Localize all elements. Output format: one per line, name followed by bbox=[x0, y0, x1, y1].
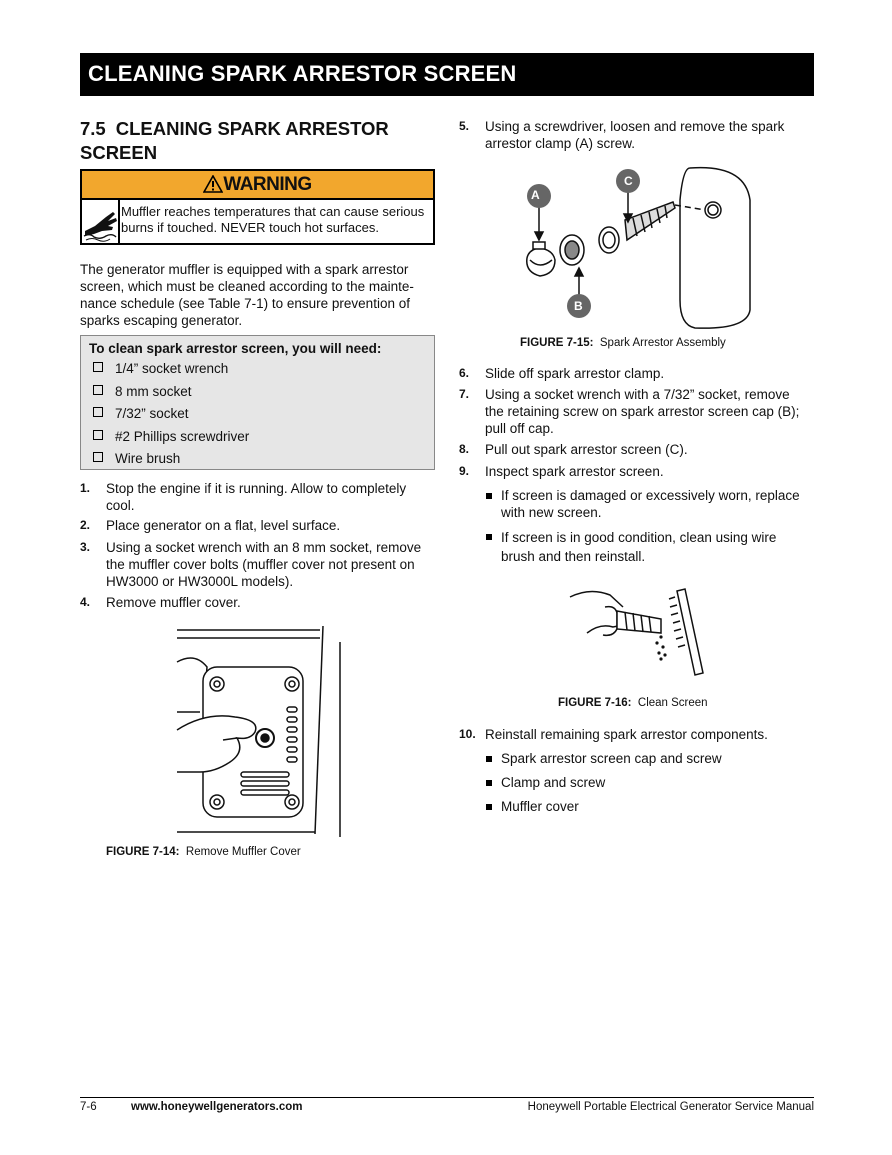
tool-item-label: 1/4” socket wrench bbox=[115, 361, 229, 376]
tool-item bbox=[93, 406, 189, 421]
tools-needed-box bbox=[80, 335, 435, 470]
hot-surface-hand-icon bbox=[82, 200, 120, 243]
tools-needed-title: To clean spark arrestor screen, you will need: bbox=[89, 341, 382, 356]
step-number: 2. bbox=[80, 518, 91, 532]
tool-item-label: Wire brush bbox=[115, 451, 181, 466]
step-number: 10. bbox=[459, 727, 476, 741]
step-text: Stop the engine if it is running. Allow to completely bbox=[106, 481, 407, 496]
intro-line: nance schedule (see Table 7-1) to ensure prevention of bbox=[80, 296, 410, 311]
section-title-line1: CLEANING SPARK ARRESTOR bbox=[115, 118, 389, 139]
step-number: 6. bbox=[459, 366, 470, 380]
intro-paragraph bbox=[80, 261, 435, 329]
step-7 bbox=[459, 386, 819, 437]
step-text: arrestor clamp (A) screw. bbox=[485, 136, 636, 151]
footer-manual-title: Honeywell Portable Electrical Generator Service Manual bbox=[527, 1101, 814, 1113]
figure-7-15-caption bbox=[520, 337, 726, 349]
section-number: 7.5 bbox=[80, 118, 106, 139]
spark-arrestor-assembly-illustration bbox=[515, 160, 755, 330]
step-1 bbox=[80, 480, 435, 514]
bullet-square-icon bbox=[486, 780, 492, 786]
step-text: Place generator on a flat, level surface. bbox=[106, 518, 341, 533]
step-text: Pull out spark arrestor screen (C). bbox=[485, 442, 688, 457]
bullet-text: with new screen. bbox=[501, 505, 602, 520]
footer-page-number: 7-6 bbox=[80, 1101, 97, 1113]
checkbox-icon bbox=[93, 407, 103, 417]
page-header-title: CLEANING SPARK ARRESTOR SCREEN bbox=[88, 61, 517, 86]
step-text: Remove muffler cover. bbox=[106, 595, 241, 610]
clean-screen-illustration bbox=[565, 585, 710, 680]
warning-box bbox=[80, 169, 435, 245]
step-text: Slide off spark arrestor clamp. bbox=[485, 366, 665, 381]
step-text: cool. bbox=[106, 498, 135, 513]
step-9 bbox=[459, 463, 819, 480]
muffler-cover-illustration bbox=[175, 622, 345, 842]
bullet-text: If screen is damaged or excessively worn, replace bbox=[501, 488, 800, 503]
bullet-text: Muffler cover bbox=[501, 799, 579, 814]
step-number: 8. bbox=[459, 442, 470, 456]
footer-website-link[interactable]: www.honeywellgenerators.com bbox=[131, 1101, 303, 1113]
checkbox-icon bbox=[93, 385, 103, 395]
figure-label: FIGURE 7-15: bbox=[520, 337, 594, 349]
figure-label: FIGURE 7-14: bbox=[106, 846, 180, 858]
checkbox-icon bbox=[93, 452, 103, 462]
figure-7-14-caption bbox=[106, 846, 301, 858]
warning-text-line2: burns if touched. NEVER touch hot surfaces. bbox=[121, 220, 379, 235]
step-10 bbox=[459, 726, 819, 743]
step-number: 4. bbox=[80, 595, 91, 609]
bullet-square-icon bbox=[486, 493, 492, 499]
intro-line: The generator muffler is equipped with a spark arrestor bbox=[80, 262, 409, 277]
tool-item-label: 8 mm socket bbox=[115, 384, 192, 399]
figure-caption-text: Remove Muffler Cover bbox=[185, 846, 301, 858]
step-text: Reinstall remaining spark arrestor components. bbox=[485, 727, 768, 742]
callout-a: A bbox=[531, 188, 540, 202]
step-6 bbox=[459, 365, 819, 382]
bullet-text: Spark arrestor screen cap and screw bbox=[501, 751, 722, 766]
page-header-bar bbox=[80, 53, 814, 96]
step-text: pull off cap. bbox=[485, 421, 554, 436]
figure-caption-text: Clean Screen bbox=[637, 697, 708, 709]
bullet-item bbox=[486, 750, 816, 767]
step-text: Using a socket wrench with an 8 mm socket, remove bbox=[106, 540, 422, 555]
section-title bbox=[80, 117, 389, 165]
bullet-item bbox=[486, 528, 816, 566]
bullet-item bbox=[486, 487, 816, 521]
step-text: HW3000 or HW3000L models). bbox=[106, 574, 294, 589]
step-number: 9. bbox=[459, 464, 470, 478]
checkbox-icon bbox=[93, 362, 103, 372]
callout-b: B bbox=[574, 299, 583, 313]
tool-item bbox=[93, 429, 249, 444]
bullet-item bbox=[486, 774, 816, 791]
bullet-square-icon bbox=[486, 804, 492, 810]
footer-divider bbox=[80, 1097, 814, 1098]
checkbox-icon bbox=[93, 430, 103, 440]
intro-line: sparks escaping generator. bbox=[80, 313, 243, 328]
step-text: Inspect spark arrestor screen. bbox=[485, 464, 664, 479]
warning-label: WARNING bbox=[223, 174, 312, 195]
bullet-text: Clamp and screw bbox=[501, 775, 606, 790]
tool-item bbox=[93, 451, 180, 466]
step-number: 7. bbox=[459, 387, 470, 401]
step-text: the retaining screw on spark arrestor screen cap (B); bbox=[485, 404, 800, 419]
tool-item-label: 7/32” socket bbox=[115, 406, 189, 421]
step-4 bbox=[80, 594, 435, 611]
section-title-line2: SCREEN bbox=[80, 142, 158, 163]
warning-text-line1: Muffler reaches temperatures that can cause serious bbox=[121, 204, 425, 219]
step-number: 1. bbox=[80, 481, 91, 495]
step-2 bbox=[80, 517, 435, 534]
warning-header bbox=[82, 171, 433, 200]
step-number: 3. bbox=[80, 540, 91, 554]
bullet-text: If screen is in good condition, clean using wire bbox=[501, 530, 777, 545]
bullet-square-icon bbox=[486, 534, 492, 540]
step-text: Using a socket wrench with a 7/32” socket, remove bbox=[485, 387, 790, 402]
bullet-square-icon bbox=[486, 756, 492, 762]
bullet-item bbox=[486, 798, 816, 815]
tool-item-label: #2 Phillips screwdriver bbox=[115, 429, 250, 444]
intro-line: screen, which must be cleaned according to the mainte- bbox=[80, 279, 414, 294]
step-3 bbox=[80, 539, 435, 590]
tool-item bbox=[93, 384, 192, 399]
callout-c: C bbox=[624, 174, 633, 188]
figure-label: FIGURE 7-16: bbox=[558, 697, 632, 709]
step-text: Using a screwdriver, loosen and remove the spark bbox=[485, 119, 785, 134]
step-5 bbox=[459, 118, 819, 152]
figure-caption-text: Spark Arrestor Assembly bbox=[599, 337, 726, 349]
step-8 bbox=[459, 441, 819, 458]
figure-7-16-caption bbox=[558, 697, 708, 709]
step-number: 5. bbox=[459, 119, 470, 133]
tool-item bbox=[93, 361, 228, 376]
bullet-text: brush and then reinstall. bbox=[501, 549, 646, 564]
warning-triangle-icon bbox=[203, 175, 223, 193]
step-text: the muffler cover bolts (muffler cover not present on bbox=[106, 557, 415, 572]
